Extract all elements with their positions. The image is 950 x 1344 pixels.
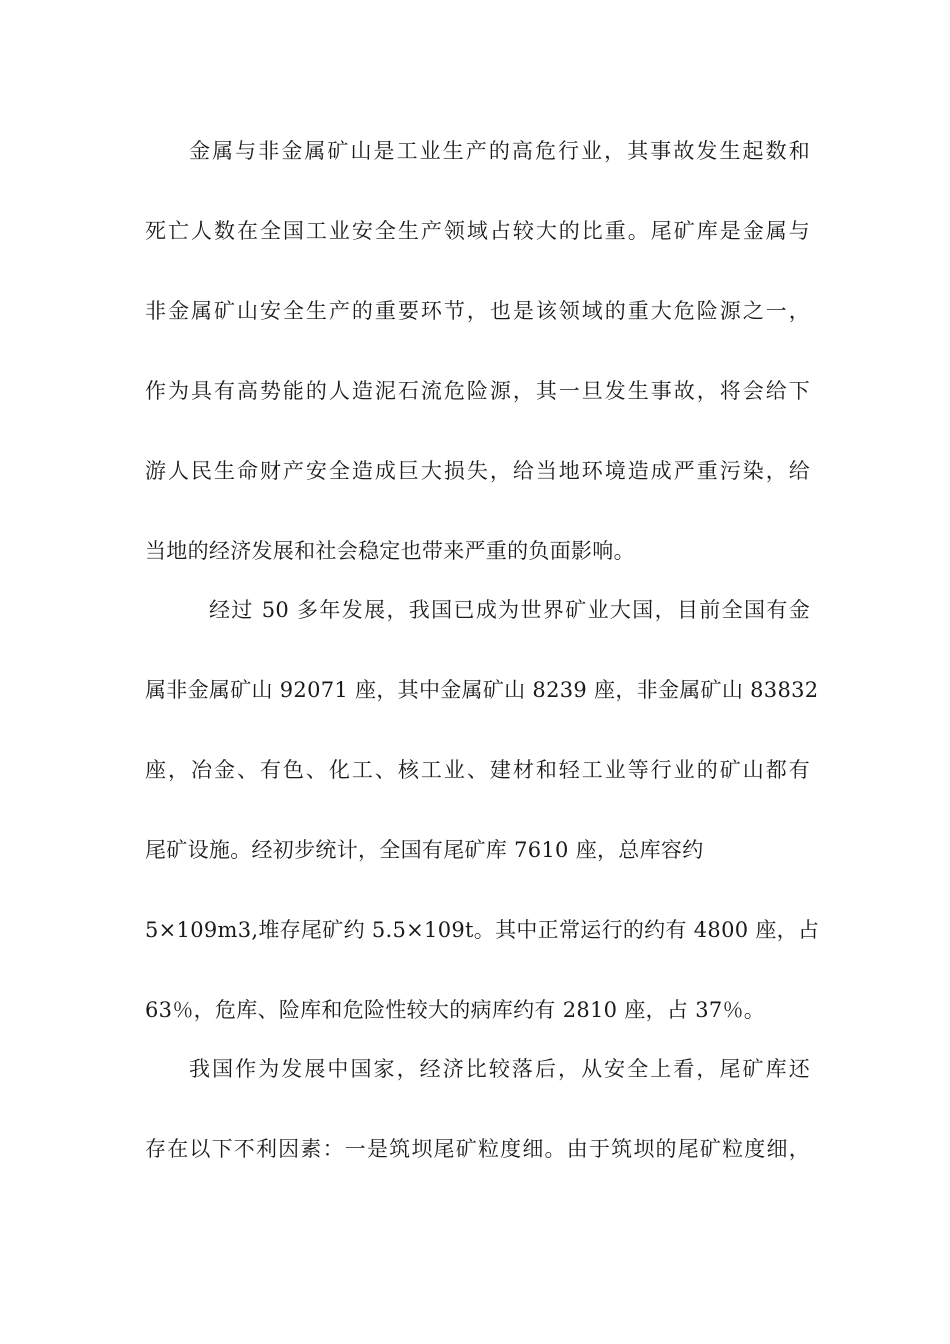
paragraph-line: 当地的经济发展和社会稳定也带来严重的负面影响。 [145, 539, 635, 563]
paragraph-3 [145, 1029, 810, 1189]
paragraph-line: 座，冶金、有色、化工、核工业、建材和轻工业等行业的矿山都有 [145, 758, 810, 782]
paragraph-line: 存在以下不利因素：一是筑坝尾矿粒度细。由于筑坝的尾矿粒度细， [145, 1137, 810, 1161]
paragraph-line: 金属与非金属矿山是工业生产的高危行业，其事故发生起数和 [189, 139, 810, 163]
paragraph-line: 游人民生命财产安全造成巨大损失，给当地环境造成严重污染，给 [145, 459, 810, 483]
paragraph-line: 作为具有高势能的人造泥石流危险源，其一旦发生事故，将会给下 [145, 379, 810, 403]
paragraph-line: 尾矿设施。经初步统计，全国有尾矿库 7610 座，总库容约 [145, 838, 704, 862]
paragraph-2 [145, 570, 820, 1050]
paragraph-line: 非金属矿山安全生产的重要环节，也是该领域的重大危险源之一， [145, 299, 810, 323]
paragraph-line: 5×109m3,堆存尾矿约 5.5×109t。其中正常运行的约有 4800 座，占 [145, 918, 820, 942]
paragraph-line: 属非金属矿山 92071 座，其中金属矿山 8239 座，非金属矿山 83832 [145, 678, 819, 702]
paragraph-line: 63％，危库、险库和危险性较大的病库约有 2810 座，占 37％。 [145, 998, 766, 1022]
paragraph-line: 经过 50 多年发展，我国已成为世界矿业大国，目前全国有金 [209, 598, 810, 622]
paragraph-line: 死亡人数在全国工业安全生产领域占较大的比重。尾矿库是金属与 [145, 219, 810, 243]
paragraph-line: 我国作为发展中国家，经济比较落后，从安全上看，尾矿库还 [189, 1057, 810, 1081]
paragraph-1 [145, 111, 810, 591]
